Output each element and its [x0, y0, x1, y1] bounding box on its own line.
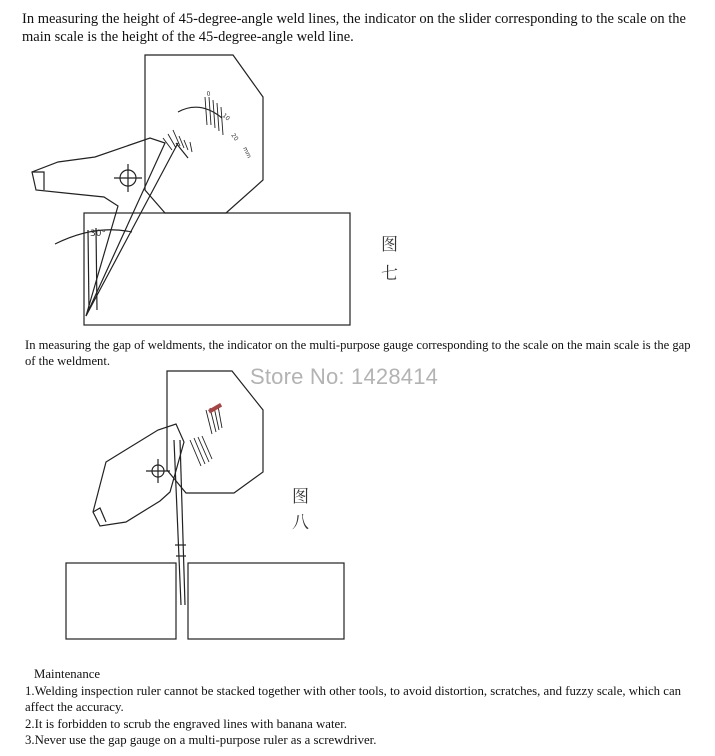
maintenance-section — [25, 666, 705, 749]
slider-2 — [93, 424, 184, 526]
maintenance-item-2: 2.It is forbidden to scrub the engraved lines with banana water. — [25, 716, 347, 731]
scale-label-20: 20 — [229, 132, 240, 143]
scale-label-0: 0 — [206, 90, 212, 98]
workpiece-left — [66, 563, 176, 639]
figure-8-label-bottom: 八 — [292, 513, 309, 533]
gauge-plate — [145, 55, 263, 213]
scale-label-unit: mm — [241, 145, 253, 160]
maintenance-item-3: 3.Never use the gap gauge on a multi-purpose ruler as a screwdriver. — [25, 733, 377, 748]
instruction-paragraph-weld-height: In measuring the height of 45-degree-angle weld lines, the indicator on the slider corresponding to the scale on the main scale is the height of the 45-degree-angle weld line. — [22, 11, 686, 45]
workpiece-block — [84, 213, 350, 325]
figure-7-label-top: 图 — [381, 235, 398, 255]
figure-7-label-bottom: 七 — [381, 264, 398, 284]
figure-7-diagram — [32, 55, 350, 325]
workpiece-right — [188, 563, 344, 639]
angle-label: 30° — [90, 229, 106, 239]
instruction-paragraph-gap: In measuring the gap of weldments, the indicator on the multi-purpose gauge corresponding to the scale on the main scale is the gap of the weldment. — [25, 338, 691, 368]
maintenance-heading: Maintenance — [34, 667, 101, 681]
scale-label-10: 10 — [220, 112, 232, 123]
store-watermark: Store No: 1428414 — [250, 364, 439, 389]
maintenance-item-1: 1.Welding inspection ruler cannot be stacked together with other tools, to avoid distortion, scratches, and fuzzy scale, which can affect the accuracy. — [25, 683, 682, 715]
figure-8-label-top: 图 — [292, 487, 309, 507]
